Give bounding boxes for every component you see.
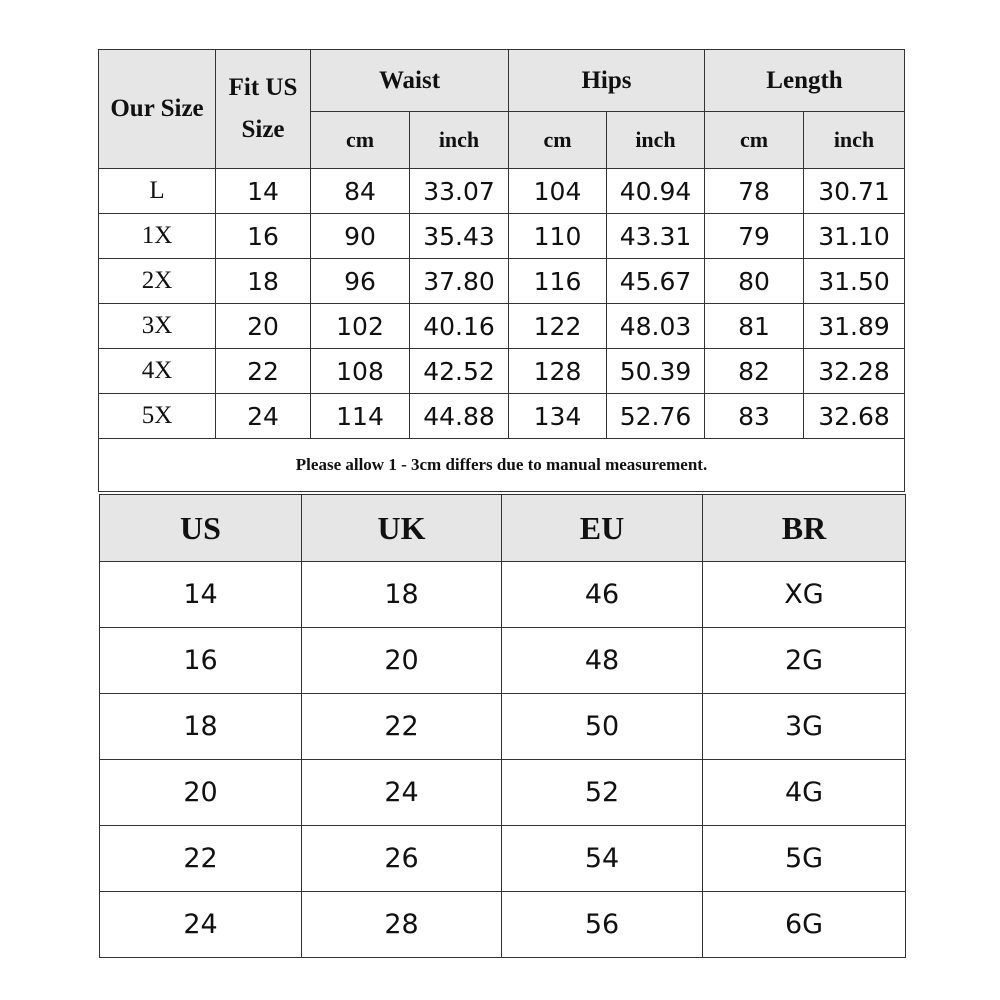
waist-inch-cell: 42.52 xyxy=(410,349,509,394)
us-cell: 18 xyxy=(100,694,302,760)
waist-inch-cell: 33.07 xyxy=(410,169,509,214)
length-cm-cell: 83 xyxy=(705,394,804,439)
size-cell: 4X xyxy=(99,349,216,394)
header-uk: UK xyxy=(302,495,502,562)
eu-cell: 56 xyxy=(502,892,703,958)
size-chart-table xyxy=(98,49,905,492)
header-length-inch: inch xyxy=(804,112,905,169)
length-inch-cell: 31.89 xyxy=(804,304,905,349)
hips-cm-cell: 122 xyxy=(509,304,607,349)
hips-inch-cell: 40.94 xyxy=(607,169,705,214)
size-cell: 1X xyxy=(99,214,216,259)
table-row xyxy=(99,349,905,394)
us-cell: 22 xyxy=(100,826,302,892)
header-fit-us-line1: Fit US xyxy=(228,74,298,101)
table-row xyxy=(100,826,906,892)
eu-cell: 52 xyxy=(502,760,703,826)
length-cm-cell: 78 xyxy=(705,169,804,214)
header-our-size: Our Size xyxy=(99,50,216,169)
waist-inch-cell: 37.80 xyxy=(410,259,509,304)
length-cm-cell: 79 xyxy=(705,214,804,259)
header-hips: Hips xyxy=(509,50,705,112)
us-cell: 20 xyxy=(100,760,302,826)
measurement-note: Please allow 1 - 3cm differs due to manual measurement. xyxy=(99,439,905,492)
eu-cell: 54 xyxy=(502,826,703,892)
size-cell: 5X xyxy=(99,394,216,439)
table-row xyxy=(99,259,905,304)
uk-cell: 28 xyxy=(302,892,502,958)
br-cell: XG xyxy=(703,562,906,628)
fit-us-cell: 24 xyxy=(216,394,311,439)
header-waist-inch: inch xyxy=(410,112,509,169)
hips-inch-cell: 52.76 xyxy=(607,394,705,439)
length-inch-cell: 32.68 xyxy=(804,394,905,439)
table-row xyxy=(99,304,905,349)
br-cell: 6G xyxy=(703,892,906,958)
fit-us-cell: 14 xyxy=(216,169,311,214)
waist-cm-cell: 90 xyxy=(311,214,410,259)
header-length-cm: cm xyxy=(705,112,804,169)
fit-us-cell: 20 xyxy=(216,304,311,349)
hips-cm-cell: 104 xyxy=(509,169,607,214)
table-row xyxy=(99,394,905,439)
uk-cell: 22 xyxy=(302,694,502,760)
br-cell: 4G xyxy=(703,760,906,826)
hips-cm-cell: 110 xyxy=(509,214,607,259)
us-cell: 14 xyxy=(100,562,302,628)
br-cell: 3G xyxy=(703,694,906,760)
us-cell: 24 xyxy=(100,892,302,958)
table-row xyxy=(99,214,905,259)
eu-cell: 46 xyxy=(502,562,703,628)
table-row xyxy=(100,694,906,760)
header-length: Length xyxy=(705,50,905,112)
hips-cm-cell: 116 xyxy=(509,259,607,304)
hips-cm-cell: 128 xyxy=(509,349,607,394)
br-cell: 5G xyxy=(703,826,906,892)
waist-cm-cell: 114 xyxy=(311,394,410,439)
size-conversion-table xyxy=(99,494,906,958)
header-waist-cm: cm xyxy=(311,112,410,169)
waist-cm-cell: 102 xyxy=(311,304,410,349)
fit-us-cell: 18 xyxy=(216,259,311,304)
waist-inch-cell: 40.16 xyxy=(410,304,509,349)
table-row xyxy=(100,628,906,694)
table-row xyxy=(100,760,906,826)
length-cm-cell: 81 xyxy=(705,304,804,349)
size-cell: L xyxy=(99,169,216,214)
length-inch-cell: 32.28 xyxy=(804,349,905,394)
waist-cm-cell: 96 xyxy=(311,259,410,304)
header-fit-us-size xyxy=(216,50,311,169)
fit-us-cell: 16 xyxy=(216,214,311,259)
length-cm-cell: 82 xyxy=(705,349,804,394)
length-inch-cell: 30.71 xyxy=(804,169,905,214)
waist-cm-cell: 108 xyxy=(311,349,410,394)
waist-inch-cell: 44.88 xyxy=(410,394,509,439)
table-row xyxy=(99,169,905,214)
uk-cell: 24 xyxy=(302,760,502,826)
br-cell: 2G xyxy=(703,628,906,694)
hips-inch-cell: 43.31 xyxy=(607,214,705,259)
table-row xyxy=(100,562,906,628)
us-cell: 16 xyxy=(100,628,302,694)
uk-cell: 26 xyxy=(302,826,502,892)
header-fit-us-line2: Size xyxy=(241,116,285,143)
size-cell: 2X xyxy=(99,259,216,304)
hips-inch-cell: 48.03 xyxy=(607,304,705,349)
header-us: US xyxy=(100,495,302,562)
header-hips-cm: cm xyxy=(509,112,607,169)
waist-inch-cell: 35.43 xyxy=(410,214,509,259)
eu-cell: 48 xyxy=(502,628,703,694)
table-row xyxy=(100,892,906,958)
hips-inch-cell: 50.39 xyxy=(607,349,705,394)
eu-cell: 50 xyxy=(502,694,703,760)
fit-us-cell: 22 xyxy=(216,349,311,394)
length-inch-cell: 31.10 xyxy=(804,214,905,259)
header-br: BR xyxy=(703,495,906,562)
header-waist: Waist xyxy=(311,50,509,112)
header-hips-inch: inch xyxy=(607,112,705,169)
hips-cm-cell: 134 xyxy=(509,394,607,439)
hips-inch-cell: 45.67 xyxy=(607,259,705,304)
size-cell: 3X xyxy=(99,304,216,349)
length-cm-cell: 80 xyxy=(705,259,804,304)
header-eu: EU xyxy=(502,495,703,562)
waist-cm-cell: 84 xyxy=(311,169,410,214)
length-inch-cell: 31.50 xyxy=(804,259,905,304)
uk-cell: 20 xyxy=(302,628,502,694)
uk-cell: 18 xyxy=(302,562,502,628)
